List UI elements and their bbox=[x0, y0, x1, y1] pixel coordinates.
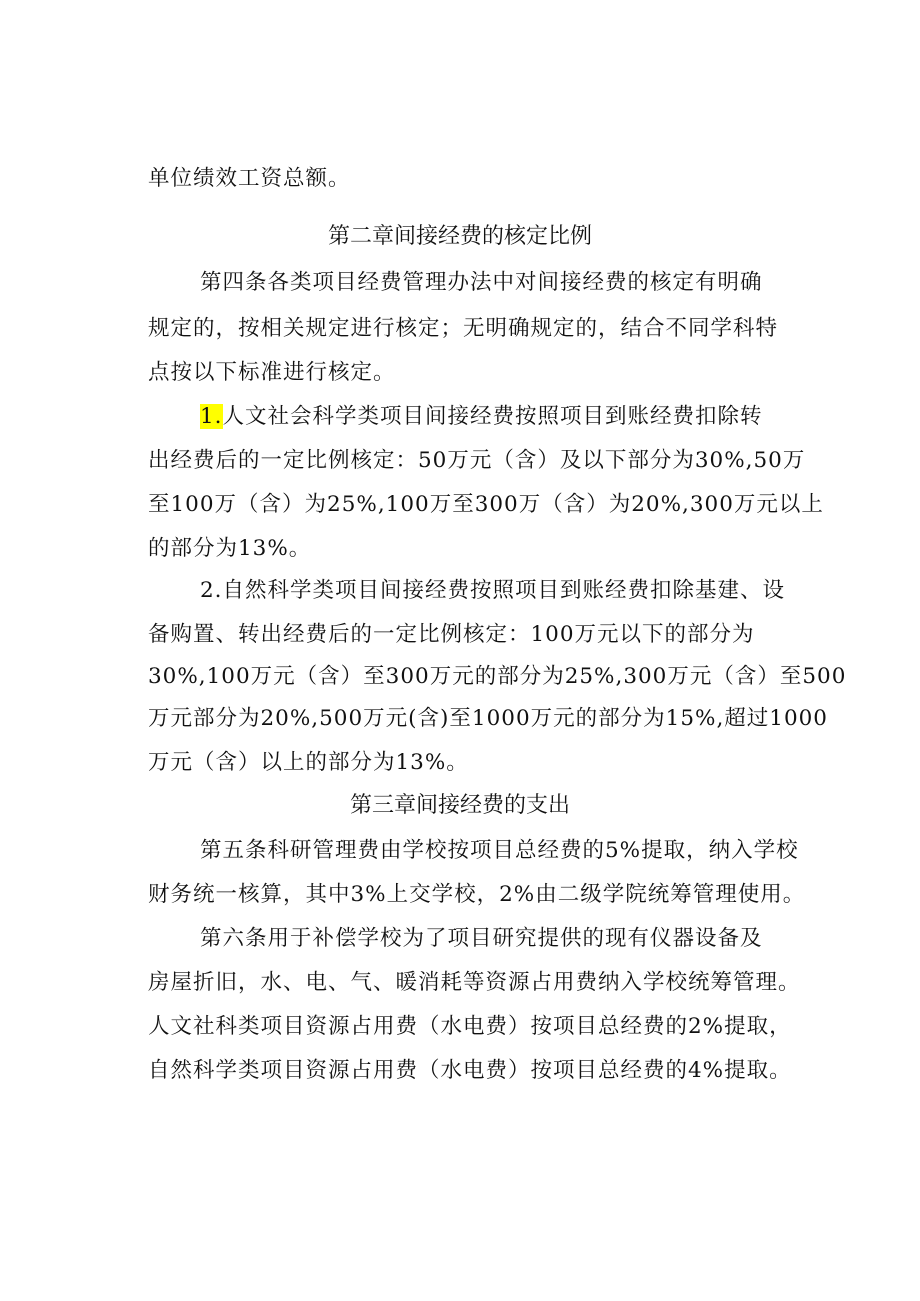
article-6-line-2: 房屋折旧，水、电、气、暖消耗等资源占用费纳入学校统筹管理。 bbox=[148, 970, 801, 995]
item-2-line-4: 万元部分为20%,500万元(含)至1000万元的部分为15%,超过1000 bbox=[148, 706, 828, 731]
article-4-line-2: 规定的，按相关规定进行核定；无明确规定的，结合不同学科特 bbox=[148, 316, 779, 341]
article-5-line-1: 第五条科研管理费由学校按项目总经费的5%提取，纳入学校 bbox=[200, 838, 799, 863]
item-2-line-2: 备购置、转出经费后的一定比例核定：100万元以下的部分为 bbox=[148, 622, 755, 647]
item-1-line-4: 的部分为13%。 bbox=[148, 536, 312, 561]
item-2-line-5: 万元（含）以上的部分为13%。 bbox=[148, 750, 469, 775]
item-1-line-1-text: 人文社会科学类项目间接经费按照项目到账经费扣除转 bbox=[222, 404, 763, 429]
article-6-line-3: 人文社科类项目资源占用费（水电费）按项目总经费的2%提取， bbox=[148, 1014, 792, 1039]
item-2-line-3: 30%,100万元（含）至300万元的部分为25%,300万元（含）至500 bbox=[148, 664, 847, 689]
article-6-line-1: 第六条用于补偿学校为了项目研究提供的现有仪器设备及 bbox=[200, 926, 763, 951]
item-2-line-1: 2.自然科学类项目间接经费按照项目到账经费扣除基建、设 bbox=[200, 578, 786, 603]
chapter-3-heading: 第三章间接经费的支出 bbox=[349, 793, 570, 818]
article-4-line-1: 第四条各类项目经费管理办法中对间接经费的核定有明确 bbox=[200, 270, 763, 295]
item-1-line-3: 至100万（含）为25%,100万至300万（含）为20%,300万元以上 bbox=[148, 492, 824, 517]
article-4-line-3: 点按以下标准进行核定。 bbox=[148, 360, 396, 385]
article-6-line-4: 自然科学类项目资源占用费（水电费）按项目总经费的4%提取。 bbox=[148, 1058, 792, 1083]
item-1-line-2: 出经费后的一定比例核定：50万元（含）及以下部分为30%,50万 bbox=[148, 448, 806, 473]
paragraph-line: 单位绩效工资总额。 bbox=[148, 166, 351, 191]
item-1-marker-highlight: 1. bbox=[200, 404, 223, 429]
chapter-2-heading: 第二章间接经费的核定比例 bbox=[327, 224, 592, 249]
article-5-line-2: 财务统一核算，其中3%上交学校，2%由二级学院统筹管理使用。 bbox=[148, 882, 806, 907]
item-1-line-1 bbox=[200, 402, 763, 432]
